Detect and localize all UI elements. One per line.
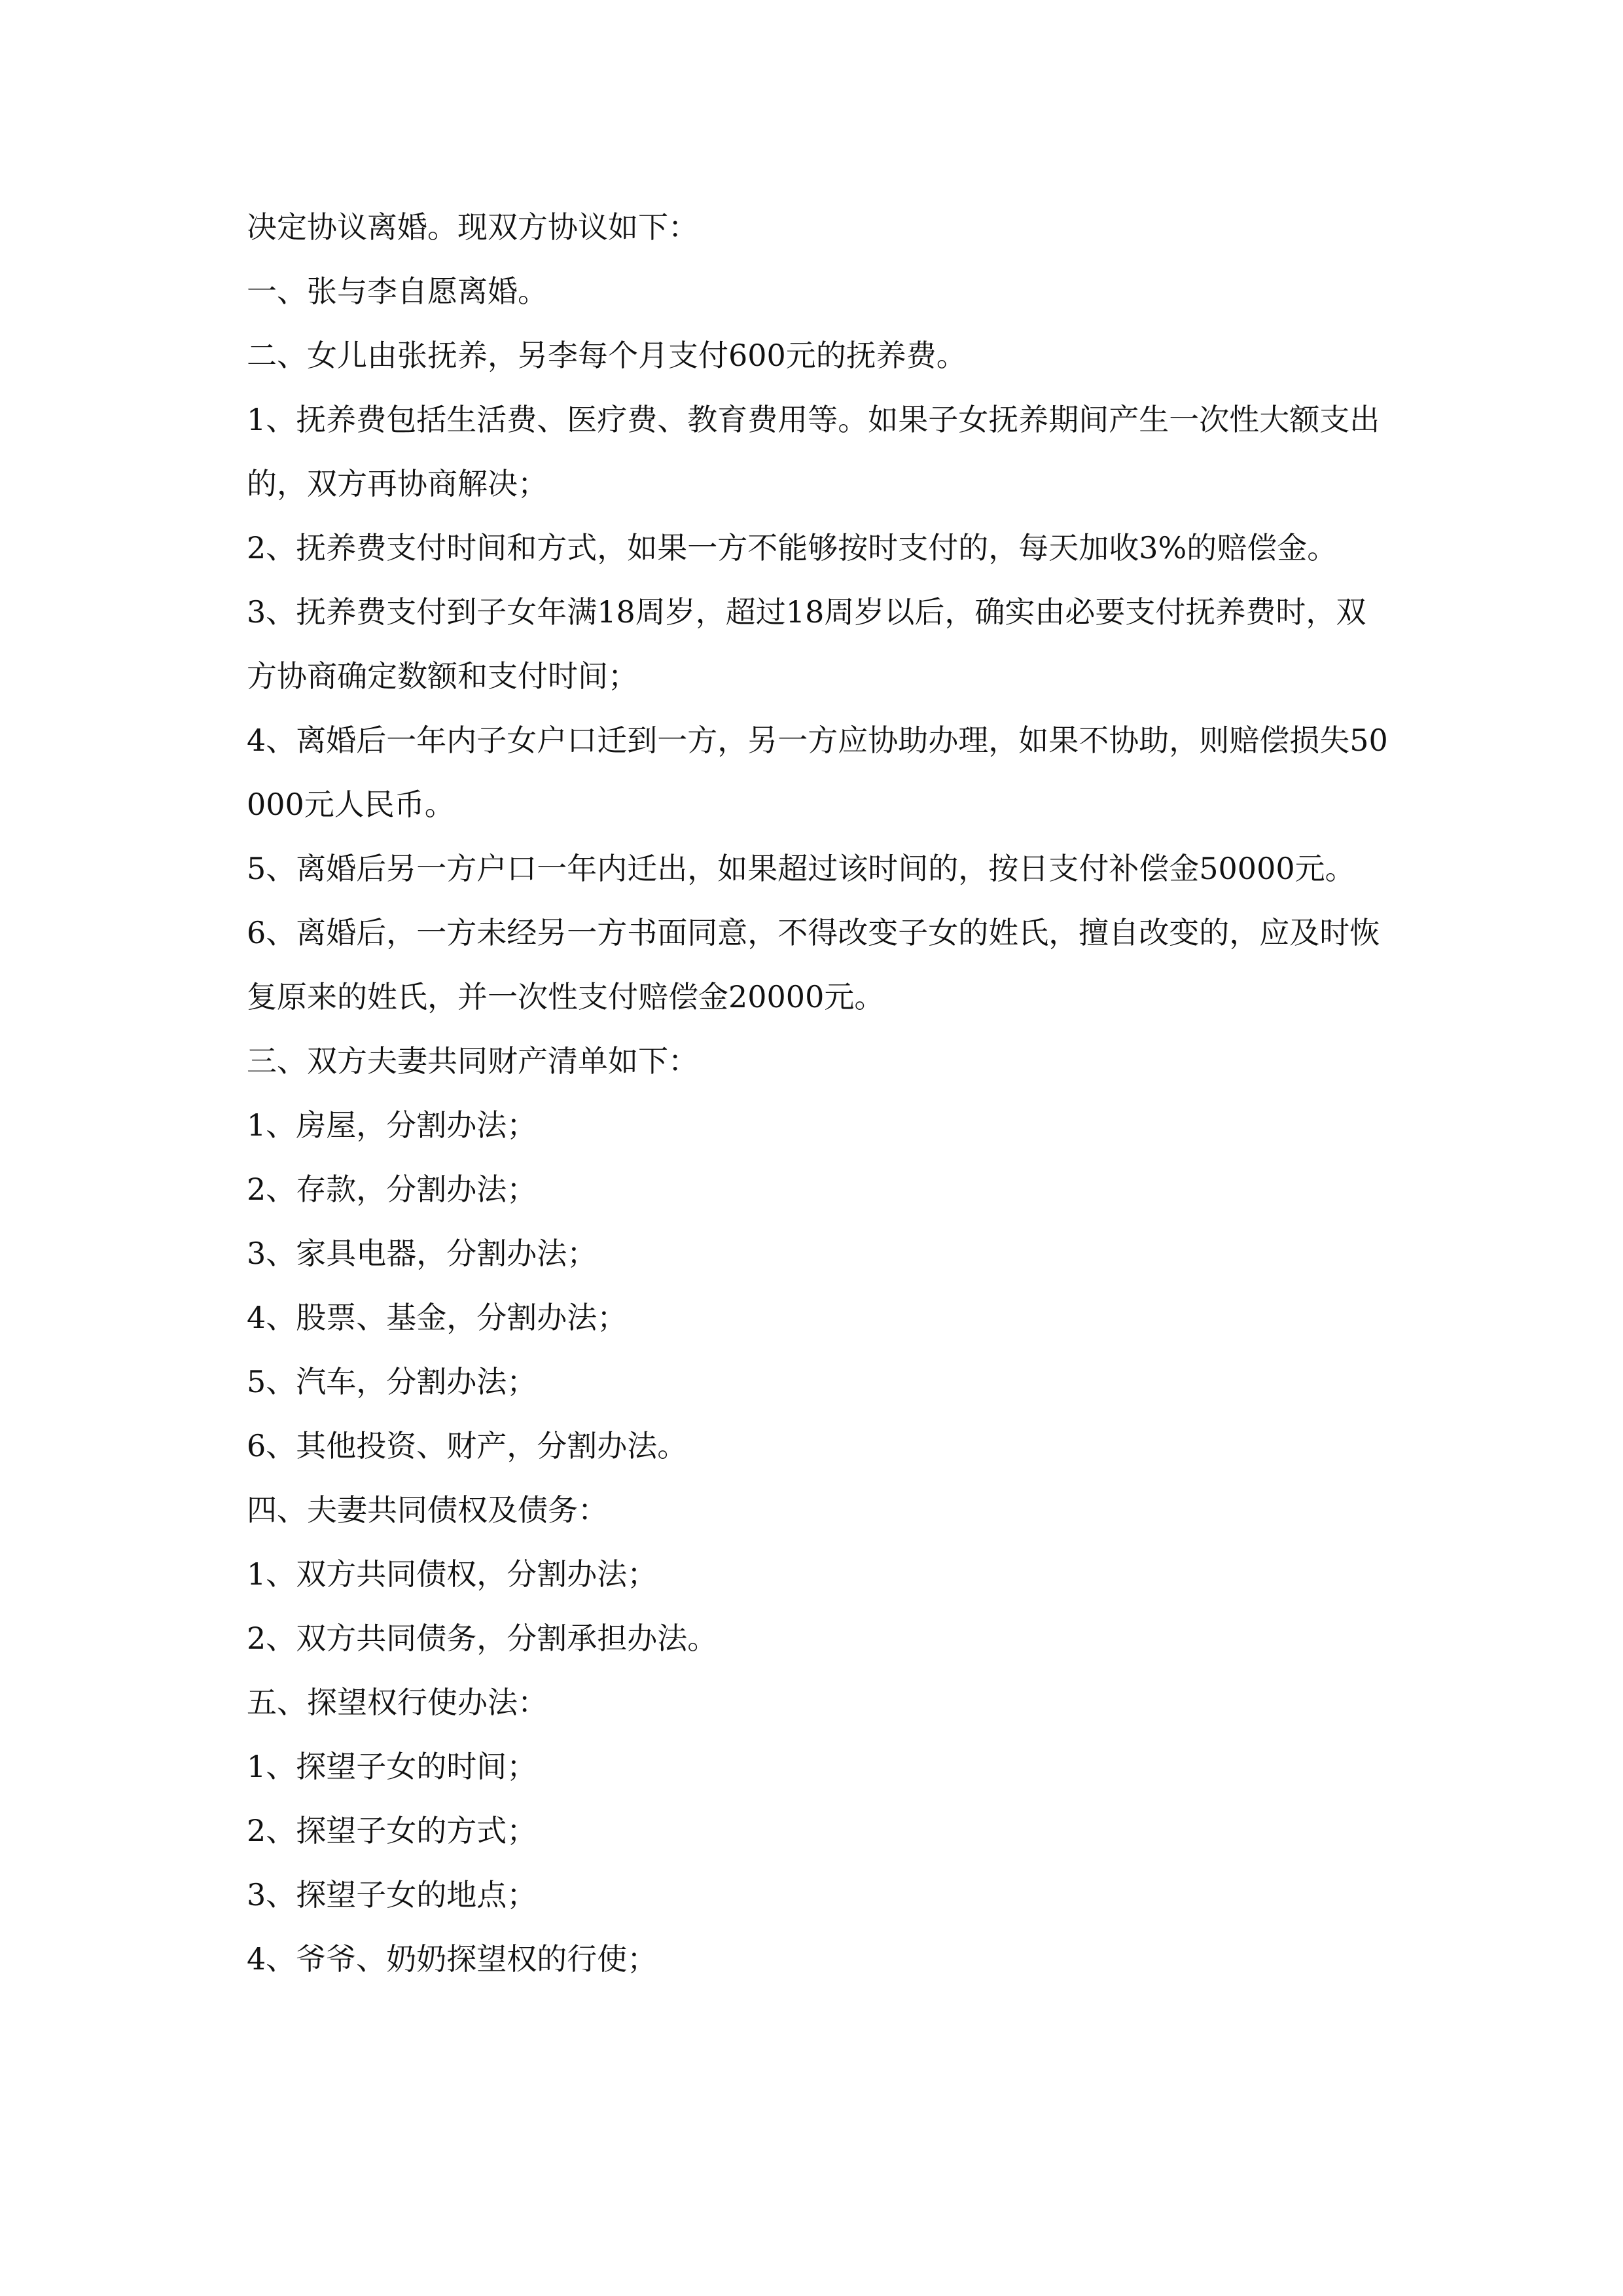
section-4-heading: 四、夫妻共同债权及债务： xyxy=(247,1492,608,1528)
section-2-heading: 二、女儿由张抚养，另李每个月支付600元的抚养费。 xyxy=(247,338,967,373)
section-5-heading: 五、探望权行使办法： xyxy=(247,1685,548,1720)
clause-2-1: 1、抚养费包括生活费、医疗费、教育费用等。如果子女抚养期间产生一次性大额支出的，双方再协商解决； xyxy=(247,402,1380,501)
section-3-heading: 三、双方夫妻共同财产清单如下： xyxy=(247,1043,698,1079)
clause-4-1: 1、双方共同债权，分割办法； xyxy=(247,1556,658,1592)
clause-5-3: 3、探望子女的地点； xyxy=(247,1877,537,1912)
document-body xyxy=(247,195,1392,1991)
paragraph-intro: 决定协议离婚。现双方协议如下： xyxy=(247,209,698,245)
clause-3-1: 1、房屋，分割办法； xyxy=(247,1107,537,1143)
clause-3-6: 6、其他投资、财产，分割办法。 xyxy=(247,1428,688,1463)
clause-2-3: 3、抚养费支付到子女年满18周岁，超过18周岁以后，确实由必要支付抚养费时，双方协商确定数额和支付时间； xyxy=(247,594,1366,694)
clause-3-2: 2、存款，分割办法； xyxy=(247,1172,537,1207)
clause-5-2: 2、探望子女的方式； xyxy=(247,1813,537,1848)
clause-5-1: 1、探望子女的时间； xyxy=(247,1749,537,1784)
clause-5-4: 4、爷爷、奶奶探望权的行使； xyxy=(247,1941,658,1977)
clause-2-4: 4、离婚后一年内子女户口迁到一方，另一方应协助办理，如果不协助，则赔偿损失50000元人民币。 xyxy=(247,723,1388,822)
section-1-heading: 一、张与李自愿离婚。 xyxy=(247,274,548,309)
clause-2-6: 6、离婚后，一方未经另一方书面同意，不得改变子女的姓氏，擅自改变的，应及时恢复原来的姓氏，并一次性支付赔偿金20000元。 xyxy=(247,915,1380,1014)
clause-3-4: 4、股票、基金，分割办法； xyxy=(247,1300,628,1335)
clause-3-5: 5、汽车，分割办法； xyxy=(247,1364,537,1399)
clause-2-5: 5、离婚后另一方户口一年内迁出，如果超过该时间的，按日支付补偿金50000元。 xyxy=(247,851,1355,886)
clause-4-2: 2、双方共同债务，分割承担办法。 xyxy=(247,1621,718,1656)
clause-3-3: 3、家具电器，分割办法； xyxy=(247,1236,597,1271)
clause-2-2: 2、抚养费支付时间和方式，如果一方不能够按时支付的，每天加收3%的赔偿金。 xyxy=(247,530,1338,565)
